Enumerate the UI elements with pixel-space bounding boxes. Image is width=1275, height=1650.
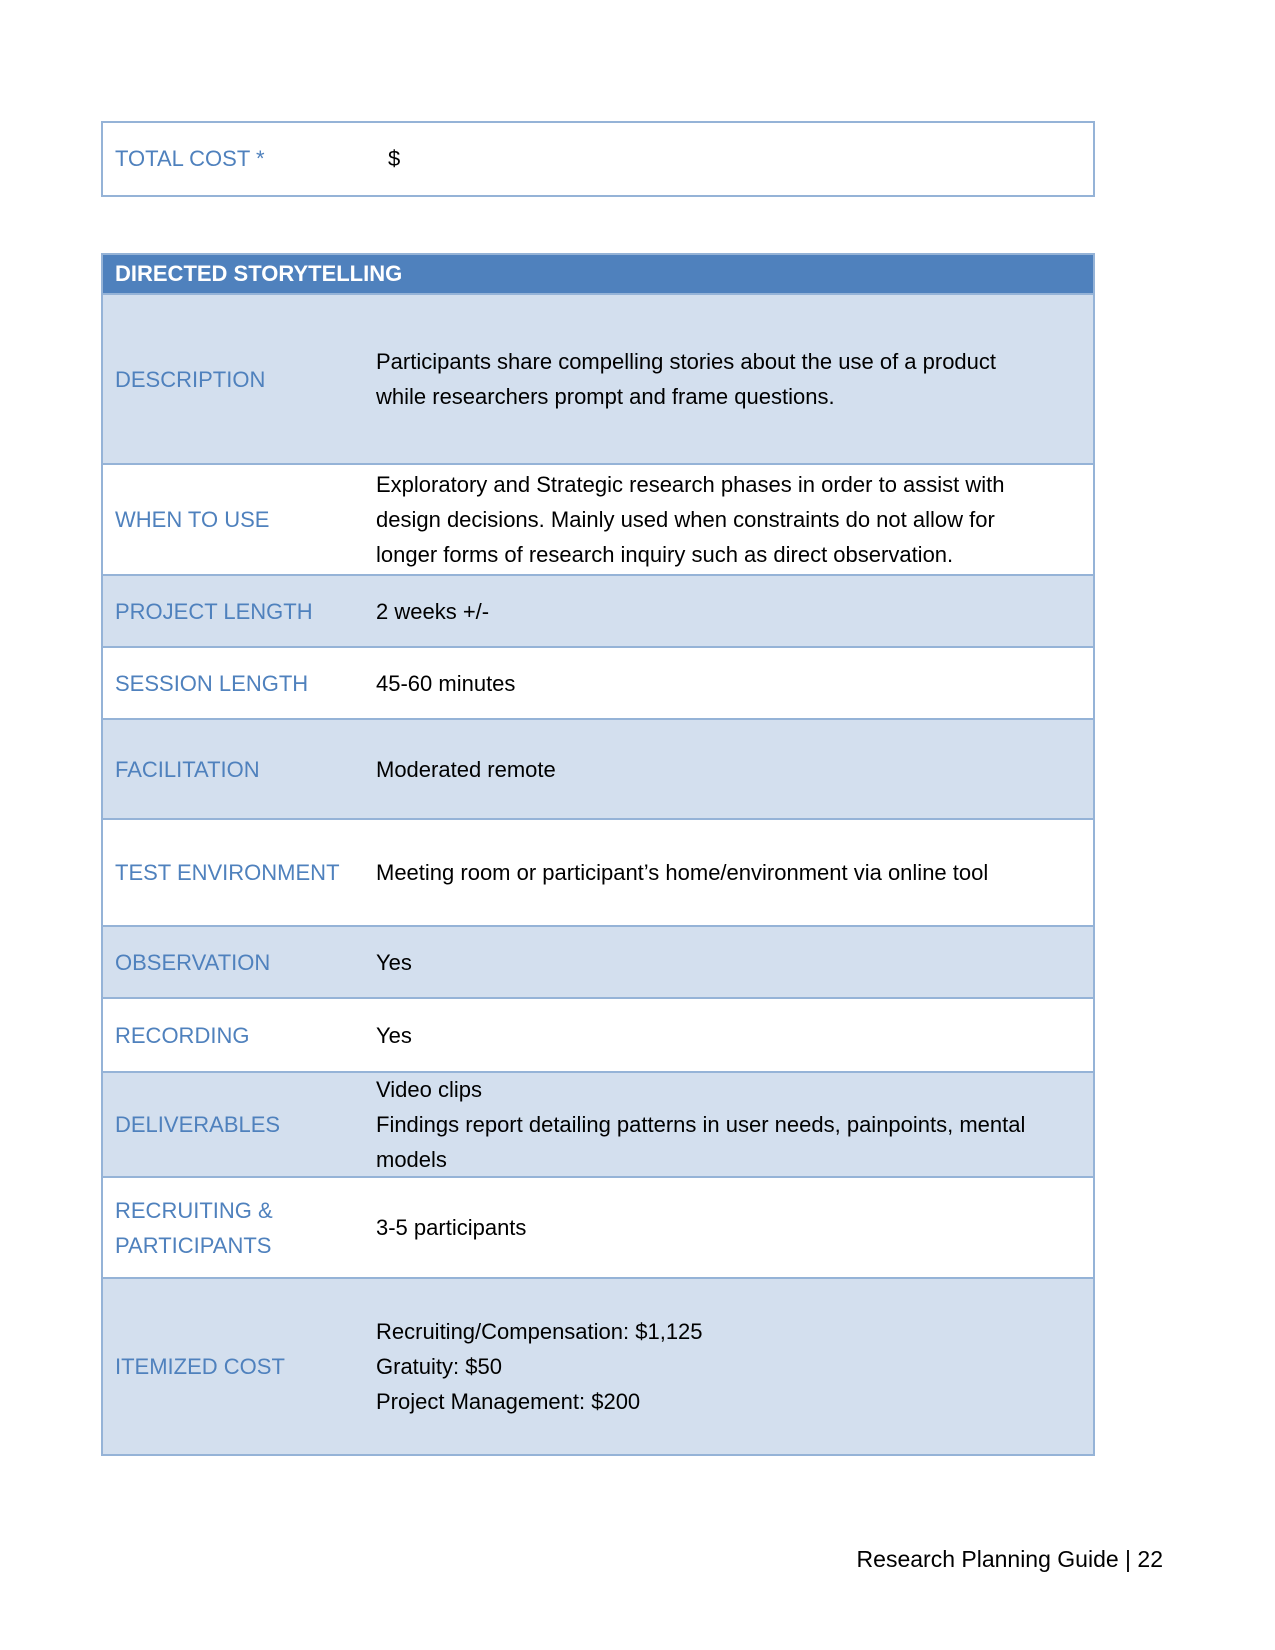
row-session-length (103, 646, 1093, 718)
row-value (376, 1210, 1093, 1245)
value-line: 2 weeks +/- (376, 598, 490, 624)
row-observation (103, 925, 1093, 997)
row-facilitation (103, 718, 1093, 818)
value-line: Project Management: $200 (376, 1389, 641, 1414)
row-value (376, 344, 1093, 414)
row-value (376, 666, 1093, 701)
value-line: Meeting room or participant’s home/environment via online tool (376, 860, 989, 885)
row-value (376, 752, 1093, 787)
row-label: FACILITATION (115, 756, 260, 782)
row-value (376, 855, 1093, 890)
page-footer: Research Planning Guide | 22 (856, 1546, 1163, 1572)
method-table (101, 253, 1095, 1456)
row-label (103, 1193, 376, 1263)
row-label: RECORDING (115, 1022, 250, 1048)
row-label: SESSION LENGTH (115, 670, 309, 696)
value-line: Gratuity: $50 (376, 1354, 502, 1379)
label-line: RECRUITING & (115, 1197, 273, 1223)
value-line: 3-5 participants (376, 1215, 527, 1240)
value-line: models (376, 1147, 447, 1172)
total-cost-box (101, 121, 1095, 197)
row-deliverables (103, 1071, 1093, 1176)
row-recording (103, 997, 1093, 1071)
value-line: design decisions. Mainly used when constraints do not allow for (376, 507, 995, 532)
value-line: Participants share compelling stories about the use of a product (376, 349, 997, 374)
value-line: Video clips (376, 1077, 482, 1102)
row-label: WHEN TO USE (115, 507, 270, 532)
row-label: DELIVERABLES (115, 1112, 281, 1137)
value-line: Yes (376, 1022, 412, 1048)
row-label: ITEMIZED COST (115, 1354, 285, 1379)
value-line: Recruiting/Compensation: $1,125 (376, 1319, 703, 1344)
value-line: Yes (376, 949, 412, 975)
row-value (376, 1314, 1093, 1419)
label-line: PARTICIPANTS (115, 1232, 272, 1258)
value-line: while researchers prompt and frame questions. (376, 384, 835, 409)
row-label: OBSERVATION (115, 949, 271, 975)
row-label: PROJECT LENGTH (115, 598, 313, 624)
total-cost-label: TOTAL COST * (115, 146, 265, 171)
row-recruiting-participants (103, 1176, 1093, 1277)
value-line: longer forms of research inquiry such as direct observation. (376, 542, 954, 567)
row-value (376, 1018, 1093, 1053)
value-line: Moderated remote (376, 756, 556, 782)
row-test-environment (103, 818, 1093, 925)
total-cost-value: $ (388, 146, 401, 171)
row-label: TEST ENVIRONMENT (115, 860, 340, 885)
row-value (376, 594, 1093, 629)
row-when-to-use (103, 463, 1093, 574)
value-line: Exploratory and Strategic research phases in order to assist with (376, 472, 1005, 497)
method-title: DIRECTED STORYTELLING (103, 255, 1093, 293)
value-line: Findings report detailing patterns in user needs, painpoints, mental (376, 1112, 1026, 1137)
value-line: 45-60 minutes (376, 670, 516, 696)
row-label: DESCRIPTION (115, 366, 266, 392)
row-value (376, 945, 1093, 980)
row-itemized-cost (103, 1277, 1093, 1454)
row-value (376, 1072, 1093, 1177)
row-project-length (103, 574, 1093, 646)
row-description (103, 293, 1093, 463)
row-value (376, 467, 1093, 572)
